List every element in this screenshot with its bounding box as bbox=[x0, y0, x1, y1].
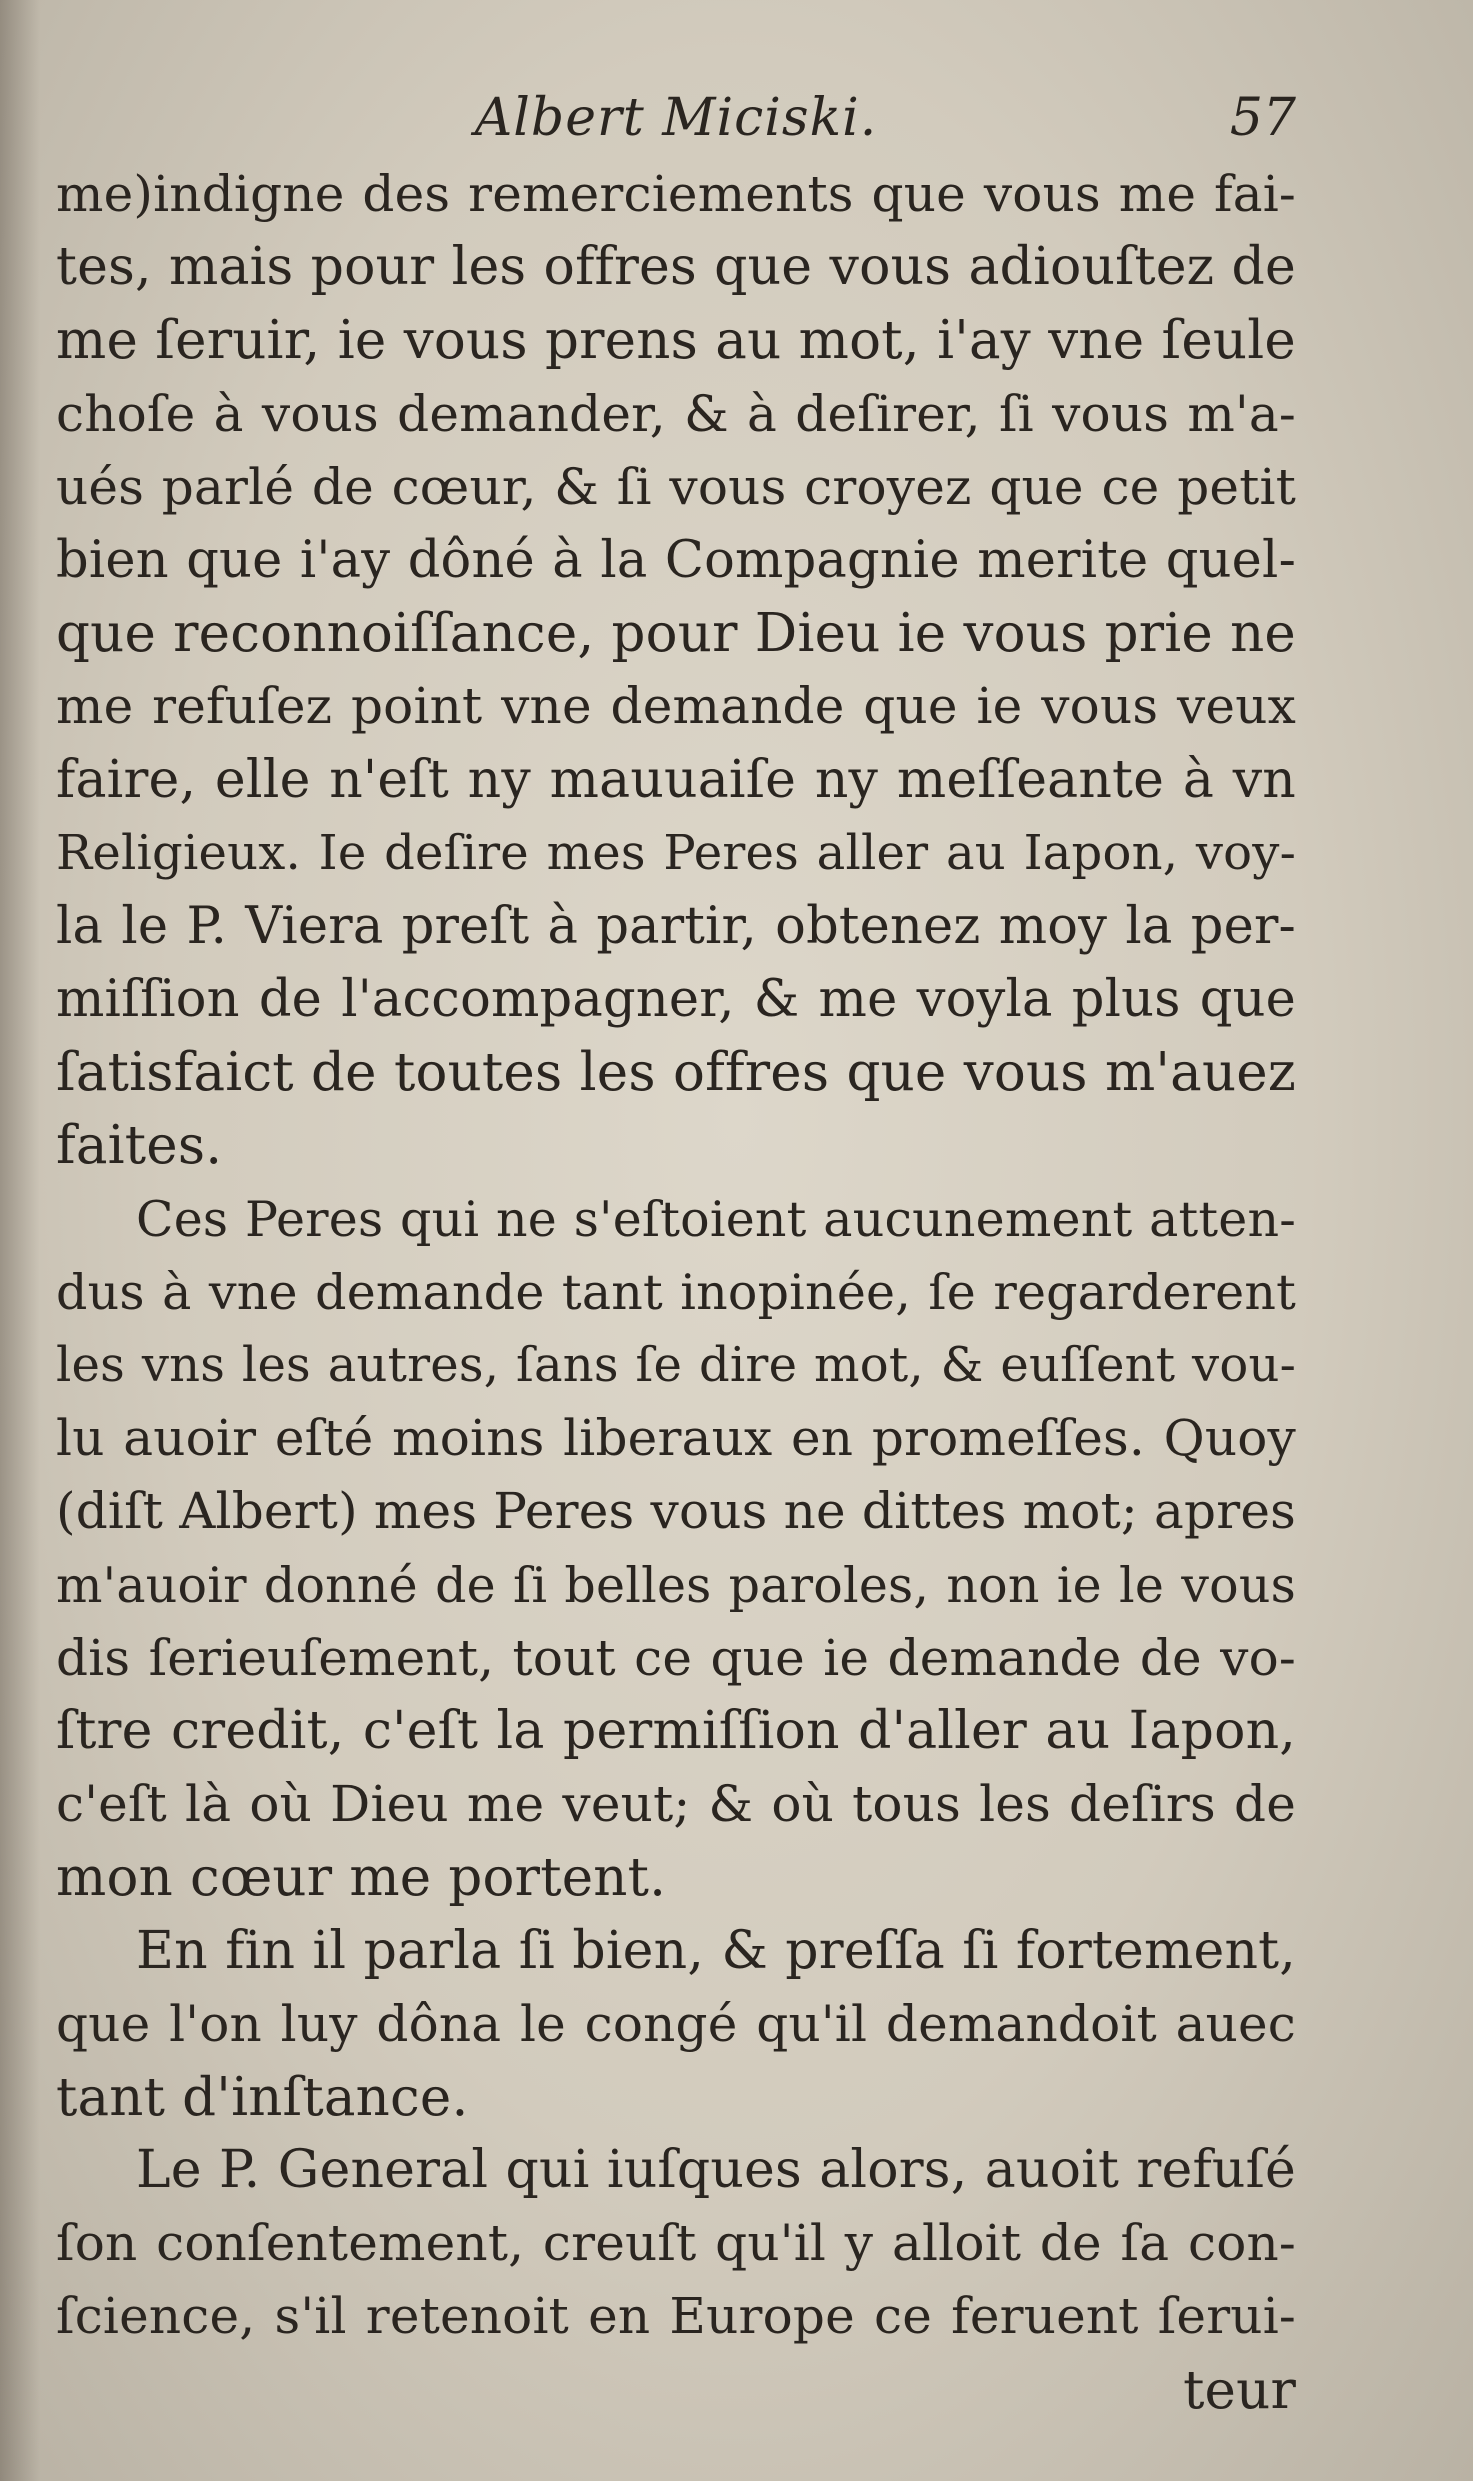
text-line: me)indigne des remerciements que vous me fai- bbox=[56, 165, 1296, 223]
text-line: ſon conſentement, creuſt qu'il y alloit de ſa con- bbox=[56, 2214, 1296, 2273]
text-line: En fin il parla ſi bien, & preſſa ſi fortement, bbox=[136, 1920, 1296, 1981]
text-line: m'auoir donné de ſi belles paroles, non ie le vous bbox=[56, 1556, 1296, 1614]
text-line: Le P. General qui iuſques alors, auoit refuſé bbox=[136, 2140, 1296, 2201]
text-line: mon cœur me portent. bbox=[56, 1847, 667, 1909]
text-line: ſcience, s'il retenoit en Europe ce feruent ſerui- bbox=[56, 2287, 1296, 2346]
text-line: lu auoir eſté moins liberaux en promeſſes. Quoy bbox=[56, 1409, 1296, 1468]
text-line: faites. bbox=[56, 1115, 223, 1177]
catchword: teur bbox=[1183, 2359, 1296, 2421]
text-line: dus à vne demande tant inopinée, ſe regarderent bbox=[56, 1263, 1296, 1321]
text-line: c'eſt là où Dieu me veut; & où tous les deſirs de bbox=[56, 1775, 1296, 1834]
text-line: bien que i'ay dôné à la Compagnie merite quel- bbox=[56, 530, 1296, 590]
body-text bbox=[56, 158, 1296, 2427]
text-line: ſatisfaict de toutes les offres que vous m'auez bbox=[56, 1042, 1296, 1104]
text-line: faire, elle n'eſt ny mauuaiſe ny meſſeante à vn bbox=[56, 749, 1296, 810]
text-line: dis ſerieuſement, tout ce que ie demande de vo- bbox=[56, 1628, 1296, 1687]
text-line: choſe à vous demander, & à deſirer, ſi vous m'a- bbox=[56, 384, 1296, 443]
text-line: tant d'inſtance. bbox=[56, 2066, 469, 2128]
text-line: que l'on luy dôna le congé qu'il demandoit auec bbox=[56, 1994, 1296, 2053]
text-line: les vns les autres, ſans ſe dire mot, & euſſent vou- bbox=[56, 1337, 1296, 1393]
text-line: tes, mais pour les offres que vous adiouſtez de bbox=[56, 237, 1296, 298]
page-header bbox=[56, 88, 1296, 158]
text-line: Religieux. Ie deſire mes Peres aller au Iapon, voy- bbox=[56, 824, 1296, 881]
text-line: ſtre credit, c'eſt la permiſſion d'aller au Iapon, bbox=[56, 1700, 1296, 1761]
text-line: me refuſez point vne demande que ie vous veux bbox=[56, 677, 1296, 736]
text-line: me ſeruir, ie vous prens au mot, i'ay vne ſeule bbox=[56, 310, 1296, 372]
text-line: (diſt Albert) mes Peres vous ne dittes mot; apres bbox=[56, 1482, 1296, 1541]
text-line: la le P. Viera preſt à partir, obtenez moy la per- bbox=[56, 896, 1296, 956]
running-head: Albert Miciski. bbox=[474, 88, 878, 148]
text-line: que reconnoiſſance, pour Dieu ie vous prie ne bbox=[56, 603, 1296, 665]
text-line: Ces Peres qui ne s'eſtoient aucunement atten- bbox=[136, 1190, 1296, 1248]
text-line: ués parlé de cœur, & ſi vous croyez que ce petit bbox=[56, 457, 1296, 516]
text-line: miſſion de l'accompagner, & me voyla plus que bbox=[56, 970, 1296, 1030]
page-number: 57 bbox=[1229, 88, 1296, 148]
